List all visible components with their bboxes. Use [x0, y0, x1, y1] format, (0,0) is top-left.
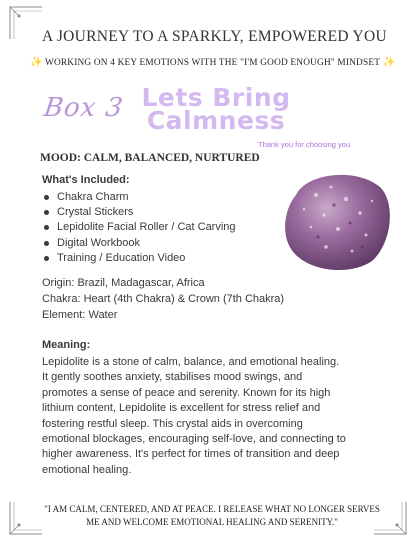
mood-heading: MOOD: CALM, BALANCED, NURTURED: [40, 152, 260, 164]
included-list: [42, 190, 236, 266]
meaning-heading: Meaning:: [42, 339, 91, 351]
title-line-2: Calmness: [146, 106, 286, 135]
title-line-1: Lets Bring: [141, 83, 291, 112]
thanks-note: Thank you for choosing you: [258, 140, 351, 149]
chakra-line: Chakra: Heart (4th Chakra) & Crown (7th Chakra): [42, 293, 285, 305]
list-item: Training / Education Video: [42, 251, 236, 266]
list-item: Lepidolite Facial Roller / Cat Carving: [42, 220, 236, 235]
header-title: A JOURNEY TO A SPARKLY, EMPOWERED YOU: [42, 28, 388, 45]
affirmation-text: "I AM CALM, CENTERED, AND AT PEACE. I RELEASE WHAT NO LONGER SERVES ME AND WELCOME EMOTIONAL HEALING AND SERENITY.": [44, 504, 380, 527]
included-heading: What's Included:: [42, 174, 130, 186]
header-subtitle-text: WORKING ON 4 KEY EMOTIONS WITH THE "I'M GOOD ENOUGH" MINDSET: [45, 58, 380, 68]
lepidolite-stone-icon: [276, 165, 396, 275]
list-item: Digital Workbook: [42, 236, 236, 251]
meaning-text: Lepidolite is a stone of calm, balance, and emotional healing. It gently soothes anxiety, stabilises mood swings, and promotes a sense of peace and serenity. Known for its high lithium content, Lepidolite is excellent for stress relief and fostering restful sleep. This crystal aids in overcoming emotional blockages, encouraging self-love, and connecting to higher awareness. It's perfect for times of transition and deep emotional healing.: [42, 356, 346, 476]
corner-ornament-icon: [8, 5, 42, 39]
product-card: [8, 5, 408, 536]
page-title: [136, 83, 296, 135]
header-subtitle: [30, 57, 406, 68]
sparkle-icon: ✨: [382, 57, 396, 68]
origin-line: Origin: Brazil, Madagascar, Africa: [42, 277, 205, 289]
corner-ornament-icon: [8, 502, 42, 536]
sparkle-icon: ✨: [30, 57, 43, 68]
list-item: Crystal Stickers: [42, 205, 236, 220]
element-line: Element: Water: [42, 309, 118, 321]
box-label: Box 3: [41, 93, 126, 123]
list-item: Chakra Charm: [42, 190, 236, 205]
